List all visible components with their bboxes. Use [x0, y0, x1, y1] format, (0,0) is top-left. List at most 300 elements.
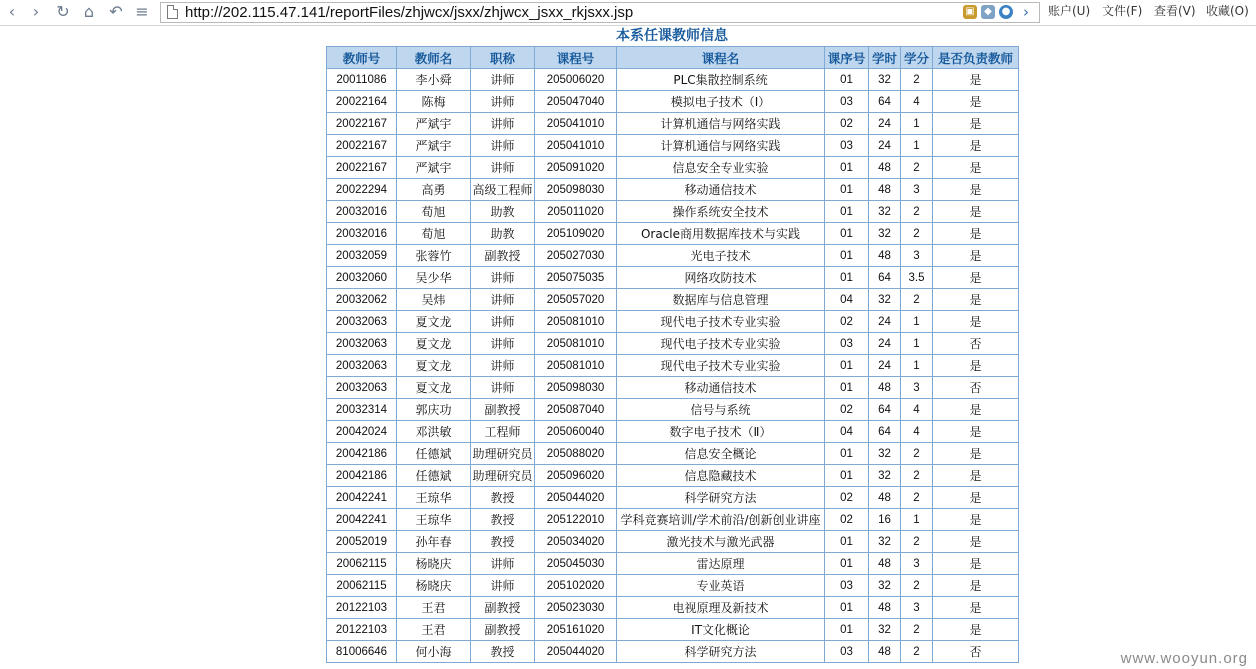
- page-icon: [167, 5, 178, 19]
- cell-section: 01: [825, 355, 869, 377]
- cell-course-name: 模拟电子技术（Ⅰ）: [617, 91, 825, 113]
- cell-course-name: 学科竞赛培训/学术前沿/创新创业讲座: [617, 509, 825, 531]
- undo-icon[interactable]: ↶: [109, 2, 123, 21]
- cell-teacher-name: 夏文龙: [397, 311, 471, 333]
- cell-section: 03: [825, 641, 869, 663]
- cell-hours: 24: [869, 311, 901, 333]
- cell-credits: 4: [901, 91, 933, 113]
- cell-section: 04: [825, 421, 869, 443]
- cell-teacher-id: 20022164: [327, 91, 397, 113]
- cell-teacher-id: 20022294: [327, 179, 397, 201]
- cell-teacher-id: 20042024: [327, 421, 397, 443]
- cell-course-name: 激光技术与激光武器: [617, 531, 825, 553]
- cell-course-name: 操作系统安全技术: [617, 201, 825, 223]
- menu-icon[interactable]: ≡: [135, 2, 149, 21]
- teacher-table: [326, 46, 1019, 663]
- table-row: [327, 575, 1019, 597]
- cell-hours: 24: [869, 333, 901, 355]
- cell-title: 讲师: [471, 333, 535, 355]
- cell-hours: 32: [869, 201, 901, 223]
- table-row: [327, 487, 1019, 509]
- cell-hours: 16: [869, 509, 901, 531]
- cell-course-name: 现代电子技术专业实验: [617, 355, 825, 377]
- cell-teacher-name: 李小舜: [397, 69, 471, 91]
- cell-title: 教授: [471, 641, 535, 663]
- cell-hours: 64: [869, 399, 901, 421]
- cell-teacher-name: 杨晓庆: [397, 575, 471, 597]
- cell-responsible: 是: [933, 443, 1019, 465]
- cell-title: 讲师: [471, 553, 535, 575]
- cell-section: 01: [825, 267, 869, 289]
- cell-teacher-name: 严斌宇: [397, 157, 471, 179]
- cell-teacher-id: 20042241: [327, 509, 397, 531]
- table-row: [327, 91, 1019, 113]
- cell-hours: 24: [869, 355, 901, 377]
- cell-teacher-id: 20042241: [327, 487, 397, 509]
- cell-course-name: 信息安全概论: [617, 443, 825, 465]
- cell-course-name: 移动通信技术: [617, 179, 825, 201]
- cell-teacher-name: 任德斌: [397, 465, 471, 487]
- header-course-name: 课程名: [617, 47, 825, 69]
- table-row: [327, 135, 1019, 157]
- cell-course-id: 205034020: [535, 531, 617, 553]
- cell-section: 01: [825, 377, 869, 399]
- cell-course-name: 网络攻防技术: [617, 267, 825, 289]
- table-row: [327, 509, 1019, 531]
- cell-responsible: 是: [933, 91, 1019, 113]
- cell-course-id: 205098030: [535, 179, 617, 201]
- cell-section: 01: [825, 69, 869, 91]
- address-bar[interactable]: [160, 2, 1040, 23]
- cell-course-id: 205122010: [535, 509, 617, 531]
- cell-section: 03: [825, 91, 869, 113]
- forward-icon[interactable]: ›: [32, 2, 40, 21]
- cell-credits: 2: [901, 531, 933, 553]
- cell-responsible: 是: [933, 267, 1019, 289]
- table-row: [327, 245, 1019, 267]
- cell-credits: 4: [901, 399, 933, 421]
- cell-hours: 48: [869, 157, 901, 179]
- table-row: [327, 641, 1019, 663]
- cell-course-name: 现代电子技术专业实验: [617, 333, 825, 355]
- cell-credits: 3.5: [901, 267, 933, 289]
- cell-hours: 48: [869, 487, 901, 509]
- table-header-row: [327, 47, 1019, 69]
- cell-teacher-name: 孙年春: [397, 531, 471, 553]
- menu-favorites[interactable]: 收藏(O): [1206, 4, 1249, 18]
- cell-teacher-id: 20032016: [327, 201, 397, 223]
- cell-title: 教授: [471, 487, 535, 509]
- cell-hours: 24: [869, 113, 901, 135]
- cell-hours: 32: [869, 465, 901, 487]
- cell-responsible: 是: [933, 399, 1019, 421]
- cell-teacher-id: 20032062: [327, 289, 397, 311]
- header-credits: 学分: [901, 47, 933, 69]
- cell-course-id: 205047040: [535, 91, 617, 113]
- cell-course-id: 205041010: [535, 135, 617, 157]
- cell-credits: 2: [901, 289, 933, 311]
- cell-section: 01: [825, 179, 869, 201]
- cell-responsible: 是: [933, 157, 1019, 179]
- cell-responsible: 是: [933, 201, 1019, 223]
- cell-credits: 1: [901, 333, 933, 355]
- cell-teacher-id: 20032314: [327, 399, 397, 421]
- cell-title: 讲师: [471, 135, 535, 157]
- back-icon[interactable]: ‹: [8, 2, 16, 21]
- cell-title: 助教: [471, 223, 535, 245]
- cell-section: 01: [825, 245, 869, 267]
- cell-course-id: 205161020: [535, 619, 617, 641]
- cell-teacher-id: 20032016: [327, 223, 397, 245]
- home-icon[interactable]: ⌂: [83, 2, 95, 21]
- cell-credits: 2: [901, 465, 933, 487]
- cell-title: 讲师: [471, 377, 535, 399]
- cell-course-id: 205098030: [535, 377, 617, 399]
- cell-course-id: 205044020: [535, 487, 617, 509]
- table-row: [327, 333, 1019, 355]
- cell-teacher-id: 81006646: [327, 641, 397, 663]
- cell-credits: 1: [901, 135, 933, 157]
- cell-credits: 1: [901, 311, 933, 333]
- cell-teacher-id: 20122103: [327, 597, 397, 619]
- cell-teacher-name: 张蓉竹: [397, 245, 471, 267]
- cell-course-id: 205011020: [535, 201, 617, 223]
- cell-credits: 1: [901, 509, 933, 531]
- cell-course-id: 205091020: [535, 157, 617, 179]
- cell-teacher-name: 王琼华: [397, 509, 471, 531]
- cell-teacher-name: 夏文龙: [397, 333, 471, 355]
- cell-responsible: 是: [933, 553, 1019, 575]
- cell-section: 01: [825, 531, 869, 553]
- cell-section: 01: [825, 619, 869, 641]
- cell-course-id: 205060040: [535, 421, 617, 443]
- cell-course-name: 数据库与信息管理: [617, 289, 825, 311]
- cell-responsible: 是: [933, 179, 1019, 201]
- table-row: [327, 443, 1019, 465]
- cell-credits: 2: [901, 487, 933, 509]
- table-row: [327, 399, 1019, 421]
- cell-teacher-name: 高勇: [397, 179, 471, 201]
- cell-title: 讲师: [471, 69, 535, 91]
- cell-course-id: 205088020: [535, 443, 617, 465]
- cell-title: 讲师: [471, 91, 535, 113]
- cell-credits: 1: [901, 355, 933, 377]
- cell-hours: 32: [869, 289, 901, 311]
- cell-responsible: 是: [933, 113, 1019, 135]
- cell-course-id: 205041010: [535, 113, 617, 135]
- cell-section: 02: [825, 509, 869, 531]
- table-row: [327, 179, 1019, 201]
- table-row: [327, 223, 1019, 245]
- cell-hours: 32: [869, 443, 901, 465]
- page-title: 本系任课教师信息: [616, 28, 728, 44]
- cell-teacher-name: 王琼华: [397, 487, 471, 509]
- cell-responsible: 是: [933, 421, 1019, 443]
- cell-credits: 2: [901, 443, 933, 465]
- cell-hours: 48: [869, 179, 901, 201]
- cell-teacher-name: 荀旭: [397, 201, 471, 223]
- cell-course-name: 移动通信技术: [617, 377, 825, 399]
- cell-course-name: 数字电子技术（Ⅱ）: [617, 421, 825, 443]
- cell-teacher-name: 何小海: [397, 641, 471, 663]
- cell-section: 02: [825, 113, 869, 135]
- browser-toolbar: [0, 0, 1256, 26]
- menu-file[interactable]: 文件(F): [1102, 4, 1143, 18]
- cell-course-name: 专业英语: [617, 575, 825, 597]
- header-hours: 学时: [869, 47, 901, 69]
- cell-teacher-id: 20052019: [327, 531, 397, 553]
- cell-teacher-id: 20032059: [327, 245, 397, 267]
- header-title: 职称: [471, 47, 535, 69]
- cell-section: 01: [825, 157, 869, 179]
- cell-section: 03: [825, 575, 869, 597]
- cell-teacher-id: 20032063: [327, 311, 397, 333]
- cell-title: 工程师: [471, 421, 535, 443]
- header-responsible: 是否负责教师: [933, 47, 1019, 69]
- cell-course-name: 信号与系统: [617, 399, 825, 421]
- cell-hours: 64: [869, 421, 901, 443]
- cell-responsible: 否: [933, 641, 1019, 663]
- cell-responsible: 是: [933, 465, 1019, 487]
- cell-course-name: PLC集散控制系统: [617, 69, 825, 91]
- cell-course-id: 205045030: [535, 553, 617, 575]
- cell-title: 副教授: [471, 245, 535, 267]
- table-row: [327, 531, 1019, 553]
- header-teacher-name: 教师名: [397, 47, 471, 69]
- cell-course-id: 205081010: [535, 311, 617, 333]
- cell-section: 02: [825, 487, 869, 509]
- browser-logo-icon[interactable]: ●: [999, 5, 1013, 19]
- cell-credits: 3: [901, 553, 933, 575]
- cell-title: 副教授: [471, 399, 535, 421]
- cell-credits: 3: [901, 179, 933, 201]
- cell-responsible: 否: [933, 377, 1019, 399]
- cell-course-id: 205087040: [535, 399, 617, 421]
- header-course-id: 课程号: [535, 47, 617, 69]
- cell-hours: 48: [869, 597, 901, 619]
- table-row: [327, 355, 1019, 377]
- cell-teacher-id: 20011086: [327, 69, 397, 91]
- menu-account[interactable]: 账户(U): [1048, 4, 1091, 18]
- cell-credits: 2: [901, 201, 933, 223]
- cell-credits: 2: [901, 157, 933, 179]
- table-row: [327, 421, 1019, 443]
- cell-title: 助理研究员: [471, 443, 535, 465]
- cell-title: 助教: [471, 201, 535, 223]
- cell-responsible: 是: [933, 69, 1019, 91]
- table-row: [327, 69, 1019, 91]
- cell-teacher-id: 20042186: [327, 443, 397, 465]
- bookmark-icon[interactable]: ▣: [963, 5, 977, 19]
- cell-teacher-name: 杨晓庆: [397, 553, 471, 575]
- cell-credits: 1: [901, 113, 933, 135]
- cell-section: 01: [825, 201, 869, 223]
- cell-course-name: 科学研究方法: [617, 487, 825, 509]
- cell-teacher-name: 郭庆功: [397, 399, 471, 421]
- cell-title: 讲师: [471, 157, 535, 179]
- cell-credits: 2: [901, 223, 933, 245]
- table-body: [327, 69, 1019, 663]
- cell-course-name: IT文化概论: [617, 619, 825, 641]
- cell-title: 讲师: [471, 311, 535, 333]
- cell-course-id: 205023030: [535, 597, 617, 619]
- cell-teacher-name: 荀旭: [397, 223, 471, 245]
- cell-title: 副教授: [471, 597, 535, 619]
- cell-hours: 32: [869, 69, 901, 91]
- cell-credits: 2: [901, 619, 933, 641]
- cell-responsible: 是: [933, 245, 1019, 267]
- cell-teacher-name: 吴少华: [397, 267, 471, 289]
- cell-title: 教授: [471, 509, 535, 531]
- cell-credits: 2: [901, 69, 933, 91]
- cell-course-id: 205057020: [535, 289, 617, 311]
- cell-hours: 32: [869, 223, 901, 245]
- go-icon[interactable]: ›: [1023, 3, 1029, 21]
- cell-credits: 3: [901, 245, 933, 267]
- cell-teacher-name: 吴炜: [397, 289, 471, 311]
- cell-responsible: 是: [933, 531, 1019, 553]
- cell-title: 教授: [471, 531, 535, 553]
- cell-course-id: 205081010: [535, 355, 617, 377]
- cell-section: 02: [825, 399, 869, 421]
- cell-responsible: 是: [933, 289, 1019, 311]
- cell-responsible: 是: [933, 619, 1019, 641]
- cell-title: 讲师: [471, 575, 535, 597]
- table-row: [327, 311, 1019, 333]
- cell-course-name: 计算机通信与网络实践: [617, 135, 825, 157]
- cell-course-id: 205109020: [535, 223, 617, 245]
- cell-section: 01: [825, 223, 869, 245]
- cell-title: 讲师: [471, 267, 535, 289]
- url-text[interactable]: http://202.115.47.141/reportFiles/zhjwcx/jsxx/zhjwcx_jsxx_rkjsxx.jsp: [185, 4, 634, 21]
- cell-course-id: 205027030: [535, 245, 617, 267]
- cell-title: 讲师: [471, 289, 535, 311]
- cell-teacher-name: 王君: [397, 619, 471, 641]
- cell-section: 01: [825, 465, 869, 487]
- cell-section: 04: [825, 289, 869, 311]
- cell-course-id: 205044020: [535, 641, 617, 663]
- cell-teacher-id: 20032063: [327, 333, 397, 355]
- cell-teacher-id: 20062115: [327, 553, 397, 575]
- cell-hours: 64: [869, 91, 901, 113]
- cell-teacher-name: 严斌宇: [397, 135, 471, 157]
- table-row: [327, 553, 1019, 575]
- cell-title: 助理研究员: [471, 465, 535, 487]
- cell-responsible: 是: [933, 311, 1019, 333]
- cell-course-name: 信息安全专业实验: [617, 157, 825, 179]
- cell-teacher-id: 20042186: [327, 465, 397, 487]
- cell-course-id: 205096020: [535, 465, 617, 487]
- cell-section: 03: [825, 333, 869, 355]
- cell-teacher-id: 20062115: [327, 575, 397, 597]
- header-section: 课序号: [825, 47, 869, 69]
- cell-teacher-name: 王君: [397, 597, 471, 619]
- menu-view[interactable]: 查看(V): [1154, 4, 1196, 18]
- cell-responsible: 是: [933, 509, 1019, 531]
- cell-hours: 48: [869, 377, 901, 399]
- cell-course-id: 205075035: [535, 267, 617, 289]
- cell-course-name: Oracle商用数据库技术与实践: [617, 223, 825, 245]
- table-row: [327, 157, 1019, 179]
- cell-teacher-id: 20122103: [327, 619, 397, 641]
- cell-teacher-id: 20022167: [327, 157, 397, 179]
- cell-course-id: 205006020: [535, 69, 617, 91]
- cell-section: 01: [825, 597, 869, 619]
- table-row: [327, 465, 1019, 487]
- table-row: [327, 201, 1019, 223]
- watermark: www.wooyun.org: [1120, 650, 1248, 667]
- cell-course-name: 科学研究方法: [617, 641, 825, 663]
- table-row: [327, 113, 1019, 135]
- cell-course-name: 电视原理及新技术: [617, 597, 825, 619]
- cell-course-id: 205102020: [535, 575, 617, 597]
- cell-hours: 48: [869, 553, 901, 575]
- cell-responsible: 是: [933, 487, 1019, 509]
- cell-teacher-id: 20032060: [327, 267, 397, 289]
- cell-teacher-name: 任德斌: [397, 443, 471, 465]
- refresh-icon[interactable]: ↻: [56, 2, 70, 21]
- cell-hours: 32: [869, 531, 901, 553]
- cell-teacher-id: 20022167: [327, 135, 397, 157]
- cell-title: 讲师: [471, 113, 535, 135]
- cell-hours: 32: [869, 575, 901, 597]
- cell-teacher-name: 夏文龙: [397, 377, 471, 399]
- cell-teacher-name: 邓洪敏: [397, 421, 471, 443]
- cell-section: 03: [825, 135, 869, 157]
- cell-title: 高级工程师: [471, 179, 535, 201]
- cell-course-name: 光电子技术: [617, 245, 825, 267]
- cell-hours: 64: [869, 267, 901, 289]
- cell-course-id: 205081010: [535, 333, 617, 355]
- cell-hours: 24: [869, 135, 901, 157]
- cell-teacher-name: 陈梅: [397, 91, 471, 113]
- cell-responsible: 是: [933, 597, 1019, 619]
- cell-course-name: 现代电子技术专业实验: [617, 311, 825, 333]
- table-row: [327, 377, 1019, 399]
- cell-title: 副教授: [471, 619, 535, 641]
- header-teacher-id: 教师号: [327, 47, 397, 69]
- cell-teacher-id: 20032063: [327, 355, 397, 377]
- cell-responsible: 否: [933, 333, 1019, 355]
- cell-section: 01: [825, 553, 869, 575]
- cell-section: 01: [825, 443, 869, 465]
- cell-responsible: 是: [933, 135, 1019, 157]
- cell-course-name: 计算机通信与网络实践: [617, 113, 825, 135]
- cell-credits: 3: [901, 377, 933, 399]
- shield-icon[interactable]: ◆: [981, 5, 995, 19]
- cell-responsible: 是: [933, 223, 1019, 245]
- cell-course-name: 雷达原理: [617, 553, 825, 575]
- cell-responsible: 是: [933, 575, 1019, 597]
- cell-course-name: 信息隐藏技术: [617, 465, 825, 487]
- cell-title: 讲师: [471, 355, 535, 377]
- table-row: [327, 289, 1019, 311]
- cell-credits: 3: [901, 597, 933, 619]
- cell-teacher-id: 20032063: [327, 377, 397, 399]
- table-row: [327, 619, 1019, 641]
- cell-responsible: 是: [933, 355, 1019, 377]
- cell-credits: 2: [901, 641, 933, 663]
- cell-section: 02: [825, 311, 869, 333]
- table-row: [327, 597, 1019, 619]
- cell-hours: 32: [869, 619, 901, 641]
- cell-credits: 4: [901, 421, 933, 443]
- cell-teacher-name: 严斌宇: [397, 113, 471, 135]
- cell-hours: 48: [869, 245, 901, 267]
- cell-teacher-id: 20022167: [327, 113, 397, 135]
- cell-credits: 2: [901, 575, 933, 597]
- cell-teacher-name: 夏文龙: [397, 355, 471, 377]
